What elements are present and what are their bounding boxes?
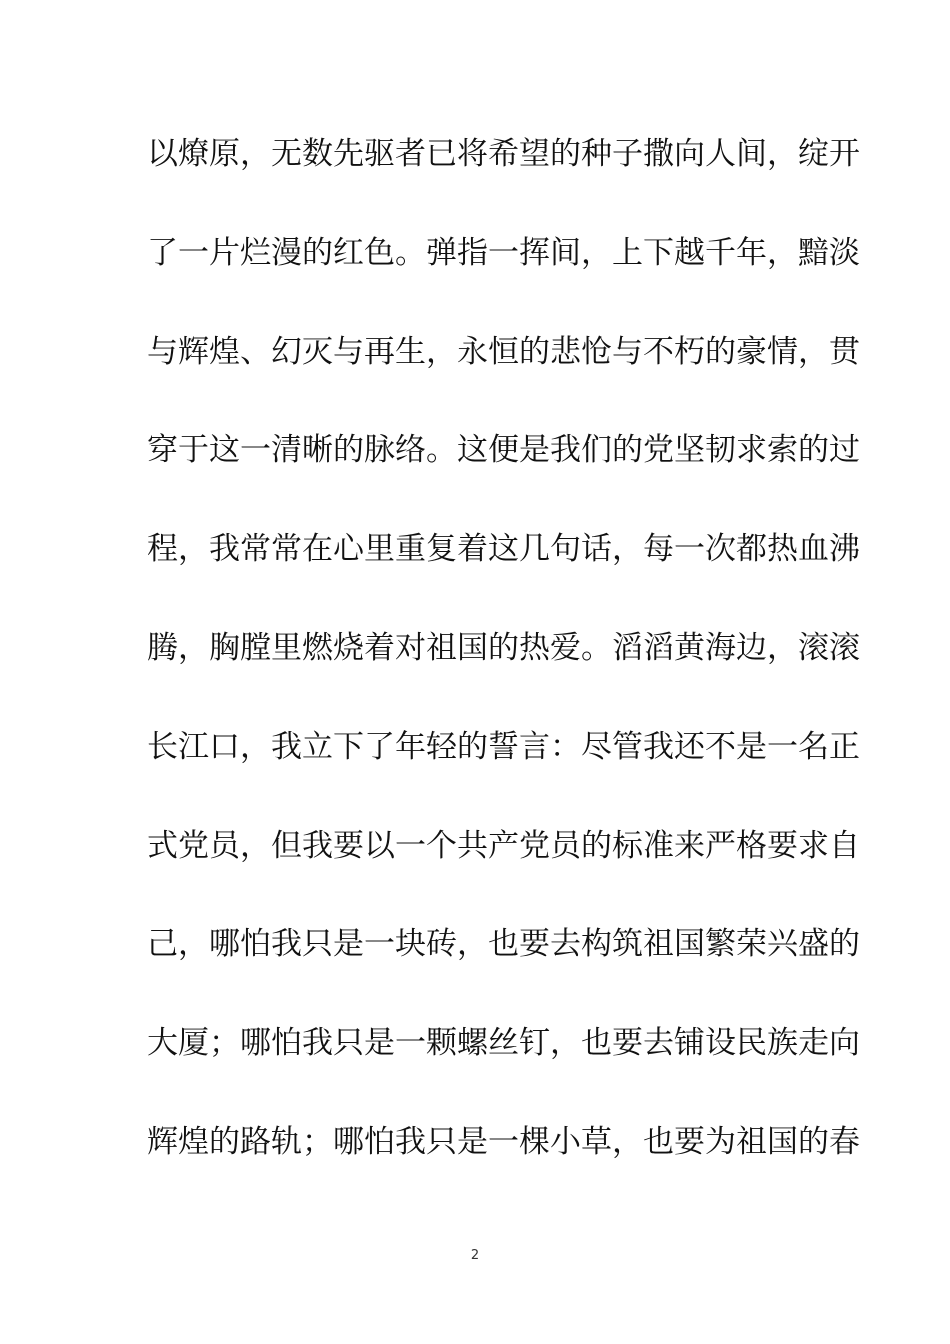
text-line: 大厦；哪怕我只是一颗螺丝钉，也要去铺设民族走向 — [147, 1025, 860, 1062]
text-line: 辉煌的路轨；哪怕我只是一棵小草，也要为祖国的春 — [147, 1123, 860, 1160]
page-number: 2 — [470, 1248, 480, 1263]
text-line: 己，哪怕我只是一块砖，也要去构筑祖国繁荣兴盛的 — [147, 926, 860, 963]
text-line: 腾，胸膛里燃烧着对祖国的热爱。滔滔黄海边，滚滚 — [147, 629, 860, 666]
body-paragraph — [147, 126, 860, 1213]
text-line: 式党员，但我要以一个共产党员的标准来严格要求自 — [147, 827, 860, 864]
text-line: 以燎原，无数先驱者已将希望的种子撒向人间，绽开 — [147, 136, 860, 172]
text-line: 穿于这一清晰的脉络。这便是我们的党坚韧求索的过 — [147, 432, 860, 469]
text-line: 与辉煌、幻灭与再生，永恒的悲怆与不朽的豪情，贯 — [147, 333, 860, 370]
text-line: 长江口，我立下了年轻的誓言：尽管我还不是一名正 — [147, 728, 860, 765]
text-line: 程，我常常在心里重复着这几句话，每一次都热血沸 — [147, 531, 860, 568]
text-line: 了一片烂漫的红色。弹指一挥间，上下越千年，黯淡 — [147, 234, 860, 271]
